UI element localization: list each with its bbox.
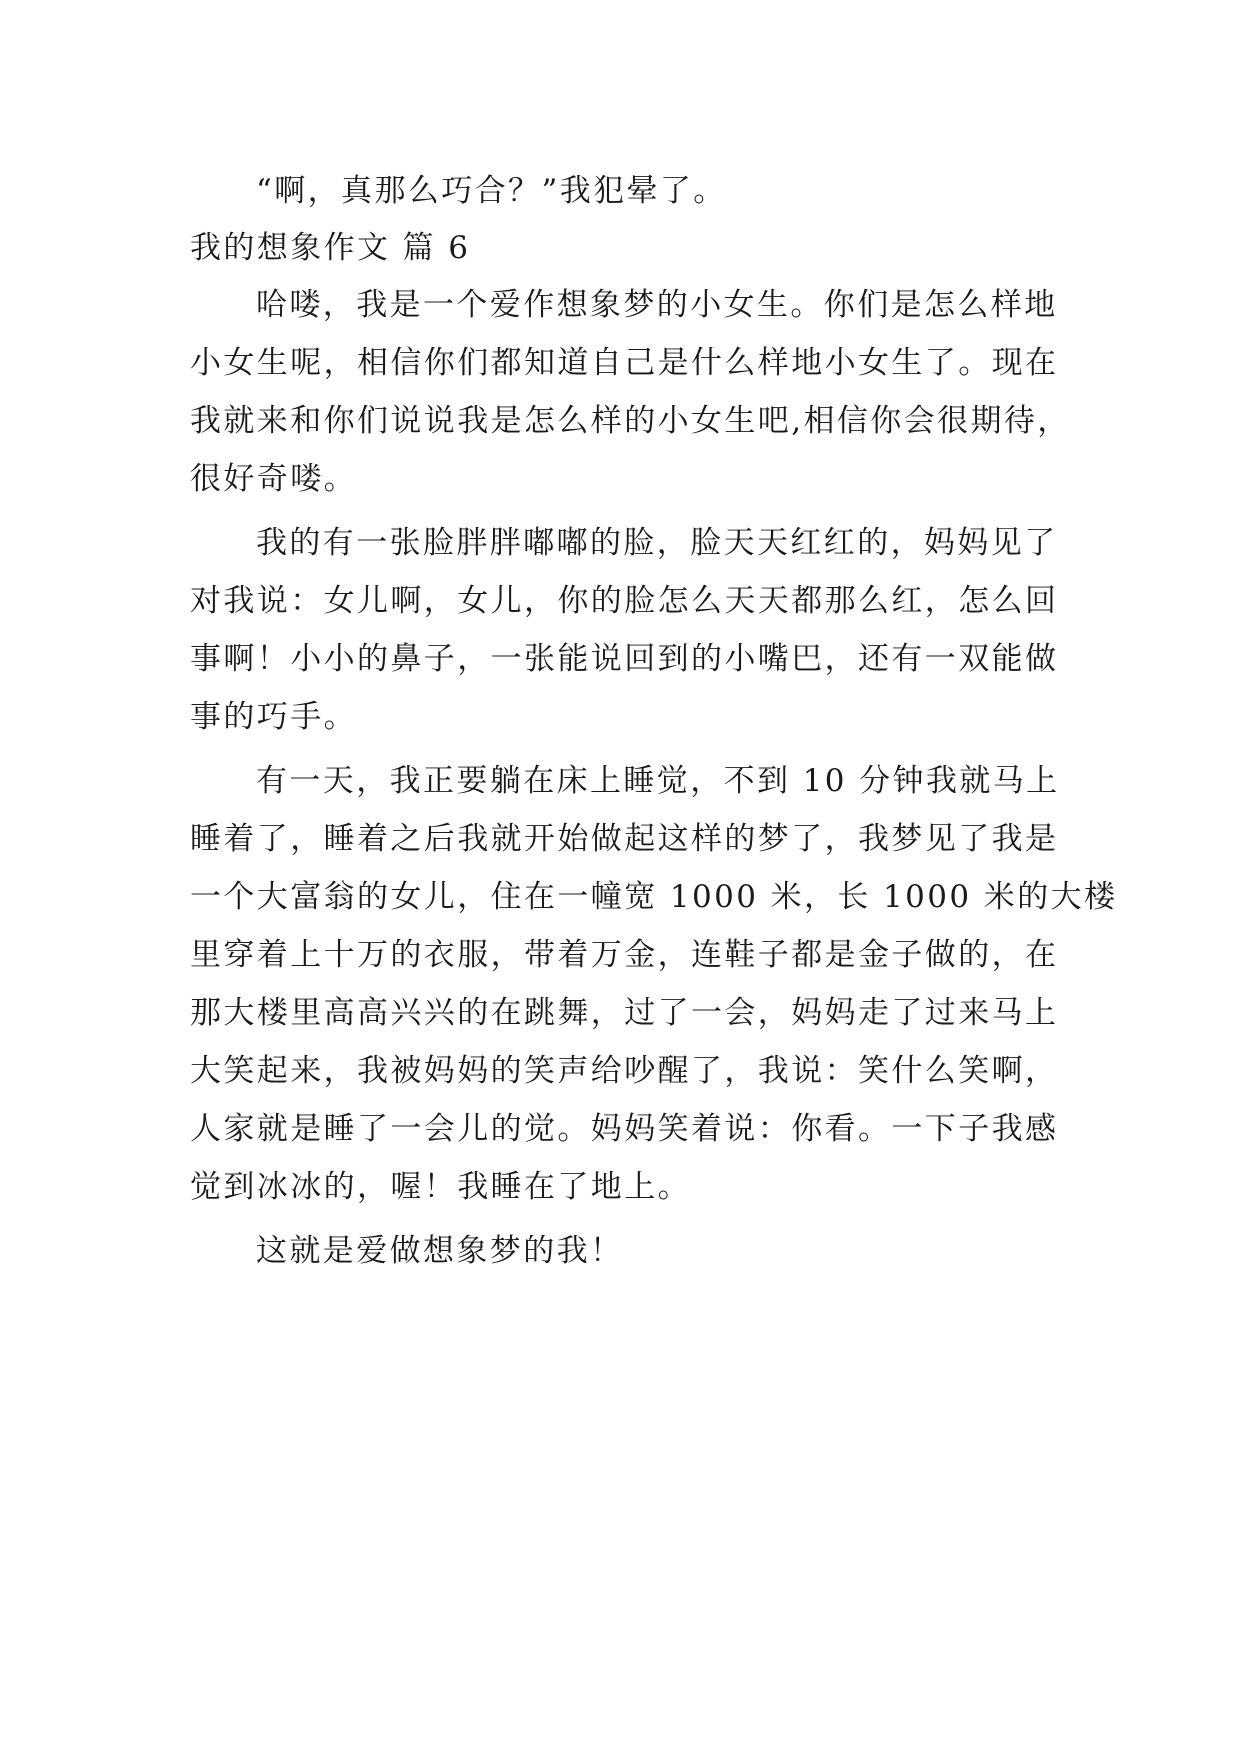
paragraph-line: 大笑起来，我被妈妈的笑声给吵醒了，我说：笑什么笑啊，	[190, 1053, 1059, 1089]
paragraph-line: 这就是爱做想象梦的我！	[256, 1233, 624, 1269]
paragraph-line: 觉到冰冰的，喔！我睡在了地上。	[190, 1169, 691, 1205]
paragraph-line: 里穿着上十万的衣服，带着万金，连鞋子都是金子做的，在	[190, 937, 1059, 973]
paragraph-line: 睡着了，睡着之后我就开始做起这样的梦了，我梦见了我是	[190, 821, 1059, 857]
paragraph-line: 哈喽，我是一个爱作想象梦的小女生。你们是怎么样地	[256, 287, 1058, 323]
paragraph-3	[190, 752, 1118, 1216]
paragraph-line: 对我说：女儿啊，女儿，你的脸怎么天天都那么红，怎么回	[190, 583, 1059, 619]
paragraph-2	[190, 514, 1060, 746]
paragraph-line: 人家就是睡了一会儿的觉。妈妈笑着说：你看。一下子我感	[190, 1111, 1059, 1147]
article-body	[190, 162, 1118, 1280]
paragraph-line: 我就来和你们说说我是怎么样的小女生吧,相信你会很期待，	[190, 403, 1071, 439]
paragraph-line: 一个大富翁的女儿，住在一幢宽 1000 米，长 1000 米的大楼	[190, 879, 1118, 915]
article-heading: 我的想象作文 篇 6	[190, 230, 471, 266]
paragraph-line: 我的有一张脸胖胖嘟嘟的脸，脸天天红红的，妈妈见了	[256, 525, 1058, 561]
paragraph-line: 有一天，我正要躺在床上睡觉，不到 10 分钟我就马上	[256, 763, 1060, 799]
paragraph-line: 事的巧手。	[190, 699, 357, 735]
paragraph-1	[190, 276, 1071, 508]
paragraph-line: 那大楼里高高兴兴的在跳舞，过了一会，妈妈走了过来马上	[190, 995, 1059, 1031]
paragraph-4	[190, 1222, 1060, 1280]
paragraph-line: 小女生呢，相信你们都知道自己是什么样地小女生了。现在	[190, 345, 1059, 381]
paragraph-line: 事啊！小小的鼻子，一张能说回到的小嘴巴，还有一双能做	[190, 641, 1059, 677]
previous-text-line: “啊，真那么巧合？”我犯晕了。	[256, 173, 727, 209]
paragraph-line: 很好奇喽。	[190, 461, 357, 497]
